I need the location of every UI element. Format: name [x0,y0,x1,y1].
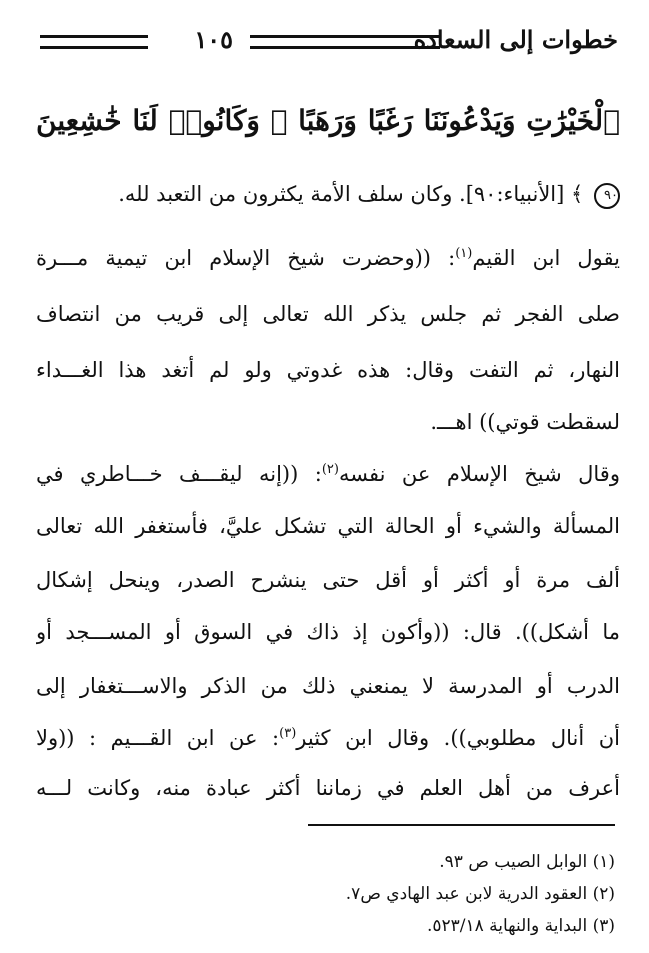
footnote-marker-3: (٣) [279,726,297,741]
text-line-6 [36,450,620,498]
line-text-before: وقال شيخ الإسلام عن نفسه [338,462,620,486]
header-rule-right [250,35,440,49]
running-header [38,22,618,62]
text-line-10: الدرب أو المدرسة لا يمنعني ذلك من الذكر والاســـتغفار إلى [36,674,620,698]
text-line-8: ألف مرة أو أكثر أو أقل حتى ينشرح الصدر، وينحل إشكال [36,568,620,592]
footnote-separator [308,824,615,826]
footnote-2: (٢) العقود الدرية لابن عبد الهادي ص٧. [345,884,615,904]
text-line-2 [36,234,620,282]
header-rule-left [40,35,148,49]
text-line-7: المسألة والشيء أو الحالة التي تشكل عليَّ، فأستغفر الله تعالى [36,514,620,538]
footnote-1: (١) الوابل الصيب ص ٩٣. [439,852,615,872]
text-line-5: لسقطت قوتي)) اهـــ. [430,410,620,434]
text-line-3: صلى الفجر ثم جلس يذكر الله تعالى إلى قريب من انتصاف [36,302,620,326]
text-line-11 [36,714,620,762]
line-text-after: : ((وحضرت شيخ الإسلام ابن تيمية مـــرة [36,246,456,270]
line-text-after: : ((إنه ليقـــف خـــاطري في [36,462,322,486]
text-line-9: ما أشكل)). قال: ((وأكون إذ ذاك في السوق أو المســـجد أو [36,620,620,644]
footnote-3: (٣) البداية والنهاية ٥٢٣/١٨. [426,916,615,936]
footnote-marker-2: (٢) [321,462,339,477]
ayah-number-mark: ٩٠ [594,183,620,209]
page-number: ١٠٥ [194,25,233,54]
line-text-before: يقول ابن القيم [472,246,620,270]
quran-verse-line: ٱلْخَيْرَٰتِ وَيَدْعُونَنَا رَغَبًا وَرَهَبًا ۖ وَكَانُوا۟ لَنَا خَٰشِعِينَ [36,104,620,137]
text-line-4: النهار، ثم التفت وقال: هذه غدوتي ولو لم أتغد هذا الغـــداء [36,358,620,382]
line-text-after: : عن ابن القـــيم : ((ولا [36,726,280,750]
line-text-before: أن أنال مطلوبي)). وقال ابن كثير [296,726,620,750]
text-line-1 [36,170,620,218]
footnote-marker-1: (١) [455,246,473,261]
book-title: خطوات إلى السعادة [413,25,618,54]
text-line-12: أعرف من أهل العلم في زماننا أكثر عبادة منه، وكانت لـــه [36,776,620,800]
line-text: ﴾ [الأنبياء:٩٠]. وكان سلف الأمة يكثرون من التعبد لله. [118,182,584,206]
